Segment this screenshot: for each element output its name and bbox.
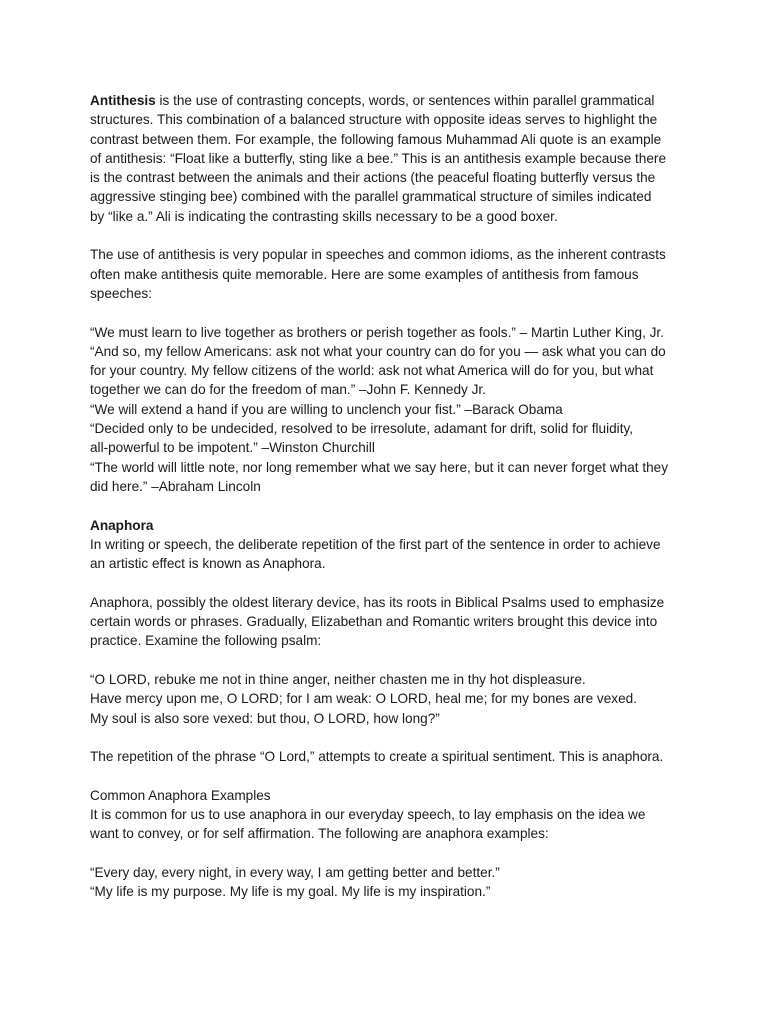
paragraph-gap (90, 844, 690, 863)
paragraph-gap (90, 766, 690, 785)
antithesis-intro: The use of antithesis is very popular in speeches and common idioms, as the inherent contrasts often make antithesis quite memorable. Here are some examples of antithesis from famous speeches: (90, 247, 666, 301)
anaphora-history: Anaphora, possibly the oldest literary device, has its roots in Biblical Psalms used to emphasize certain words or phrases. Gradually, Elizabethan and Romantic writers brought this device into practice. Examine the following psalm: (90, 594, 665, 649)
paragraph-gap (90, 303, 690, 322)
paragraph-gap (90, 496, 690, 515)
antithesis-definition: is the use of contrasting concepts, words, or sentences within parallel grammatical structures. This combination of a balanced structure with opposite ideas serves to highlight the contrast between them. For example, the following famous Muhammad Ali quote is an example of antithesis: “Float like a butterfly, sting like a bee.” This is an antithesis example because there is the contrast between the animals and their actions (the peaceful floating butterfly versus the aggressive stinging bee) combined with the parallel grammatical structure of similes indicated by “like a.” Ali is indicating the contrasting skills necessary to be a good boxer. (90, 93, 667, 224)
anaphora-explanation: The repetition of the phrase “O Lord,” attempts to create a spiritual sentiment. This is anaphora. (90, 749, 664, 765)
anaphora-examples-heading: Common Anaphora Examples (90, 787, 271, 803)
anaphora-example-2: “My life is my purpose. My life is my goal. My life is my inspiration.” (90, 884, 491, 900)
anaphora-examples-intro: It is common for us to use anaphora in our everyday speech, to lay emphasis on the idea we want to convey, or for self affirmation. The following are anaphora examples: (90, 806, 646, 842)
antithesis-quote-obama: “We will extend a hand if you are willing to unclench your fist.” –Barack Obama (90, 401, 563, 417)
antithesis-term: Antithesis (90, 93, 156, 108)
antithesis-quote-churchill: “Decided only to be undecided, resolved to be irresolute, adamant for drift, solid for fluidity, all-powerful to be impotent.” –Winston Churchill (90, 421, 634, 456)
antithesis-quote-lincoln: “The world will little note, nor long remember what we say here, but it can never forget what they did here.” –Abraham Lincoln (90, 459, 669, 494)
antithesis-definition-paragraph (90, 91, 690, 226)
document-page (90, 91, 690, 901)
anaphora-definition: In writing or speech, the deliberate repetition of the first part of the sentence in order to achieve an artistic effect is known as Anaphora. (90, 536, 661, 572)
anaphora-psalm: “O LORD, rebuke me not in thine anger, neither chasten me in thy hot displeasure. Have mercy upon me, O LORD; for I am weak: O LORD, heal me; for my bones are vexed. My soul is also sore vexed: but thou, O LORD, how long?” (90, 671, 637, 726)
anaphora-example-1: “Every day, every night, in every way, I am getting better and better.” (90, 864, 500, 880)
paragraph-gap (90, 651, 690, 670)
anaphora-heading: Anaphora (90, 517, 154, 533)
paragraph-gap (90, 728, 690, 747)
paragraph-gap (90, 226, 690, 245)
paragraph-gap (90, 573, 690, 592)
antithesis-quote-king: “We must learn to live together as brothers or perish together as fools.” – Martin Luther King, Jr. (90, 324, 664, 340)
antithesis-quote-kennedy: “And so, my fellow Americans: ask not what your country can do for you — ask what you can do for your country. My fellow citizens of the world: ask not what America will do for you, but what together we can do for the freedom of man.” –John F. Kennedy Jr. (90, 343, 666, 398)
